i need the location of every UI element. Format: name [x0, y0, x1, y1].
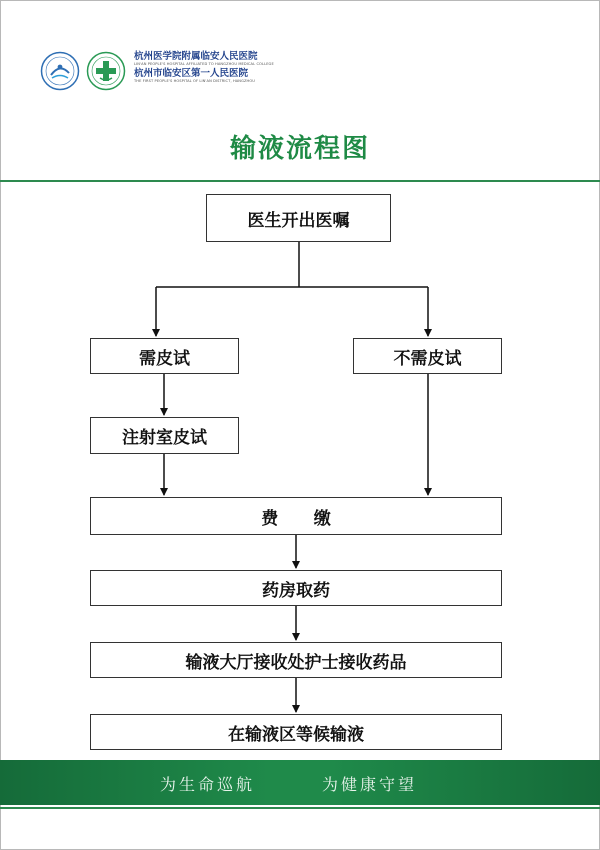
footer-slogan-left: 为生命巡航	[160, 775, 256, 794]
flow-step-doctor-order: 医生开出医嘱	[206, 194, 391, 242]
hospital-name-1-en: LIN'AN PEOPLE'S HOSPITAL AFFILIATED TO HANGZHOU MEDICAL COLLEGE	[134, 61, 274, 66]
footer-slogan-right: 为健康守望	[322, 775, 418, 794]
hospital-name-2-en: THE FIRST PEOPLE'S HOSPITAL OF LIN'AN DISTRICT, HANGZHOU	[134, 78, 256, 83]
flow-step-skin-test-needed: 需皮试	[90, 338, 239, 374]
flow-step-injection-room: 注射室皮试	[90, 417, 239, 454]
flow-step-no-skin-test: 不需皮试	[353, 338, 502, 374]
page-title: 输液流程图	[229, 134, 370, 164]
footer-divider	[0, 807, 600, 809]
flow-step-wait: 在输液区等候输液	[90, 714, 502, 750]
flow-step-nurse-receive: 输液大厅接收处护士接收药品	[90, 642, 502, 678]
hospital-name-2: 杭州市临安区第一人民医院	[134, 68, 249, 80]
hospital-name-1: 杭州医学院附属临安人民医院	[134, 51, 258, 62]
footer-banner	[0, 760, 600, 805]
flow-step-pharmacy: 药房取药	[90, 570, 502, 606]
flow-step-payment: 费 缴	[90, 497, 502, 535]
